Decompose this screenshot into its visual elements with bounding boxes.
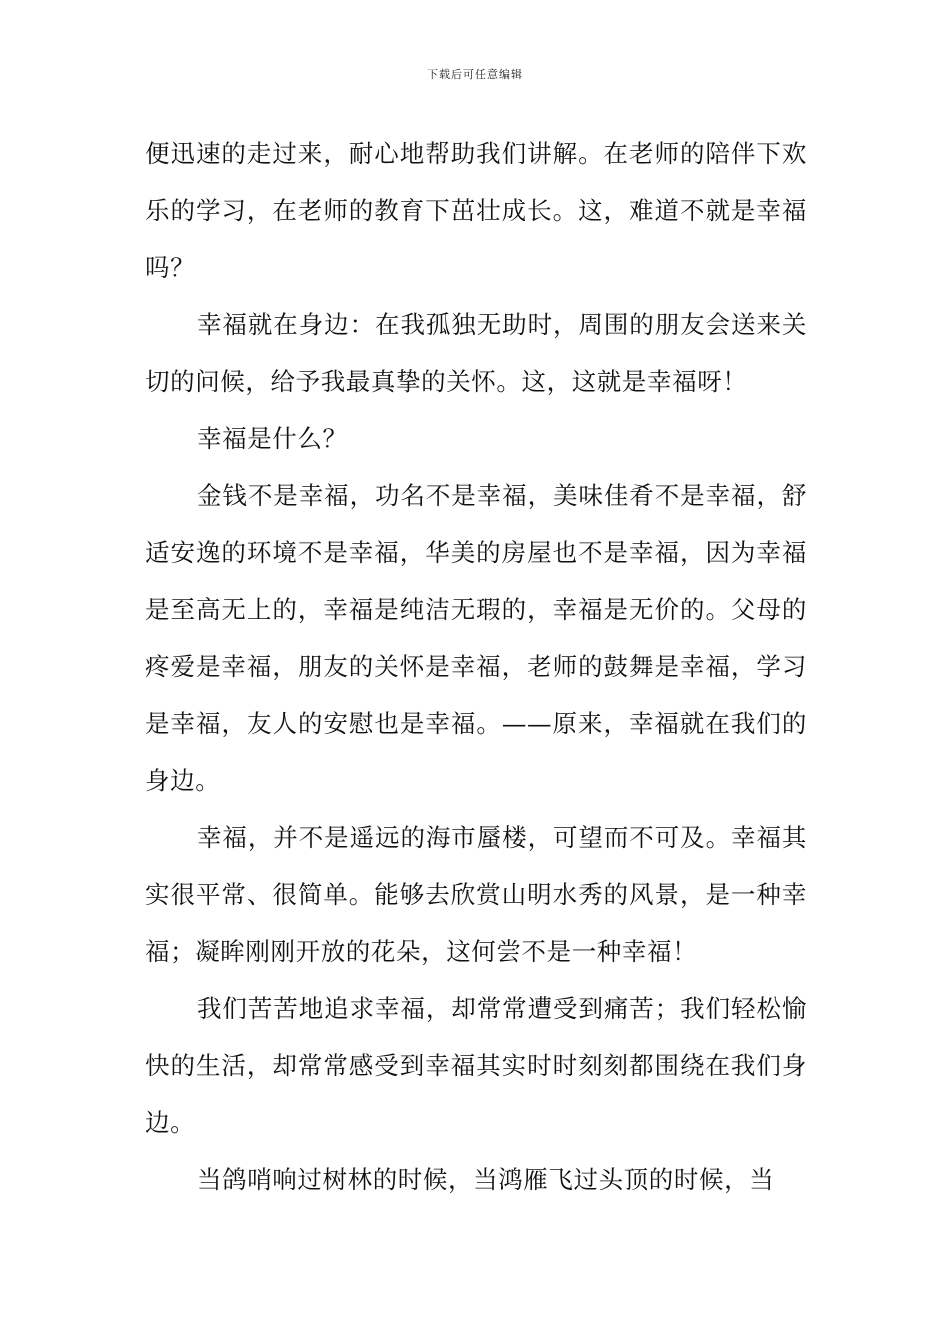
paragraph-5: 幸福，并不是遥远的海市蜃楼，可望而不可及。幸福其实很平常、很简单。能够去欣赏山明水秀的风景，是一种幸福；凝眸刚刚开放的花朵，这何尝不是一种幸福！ — [145, 823, 807, 966]
paragraph-6: 我们苦苦地追求幸福，却常常遭受到痛苦；我们轻松愉快的生活，却常常感受到幸福其实时时刻刻都围绕在我们身边。 — [145, 994, 807, 1137]
document-body — [145, 125, 807, 1208]
page-header: 下载后可任意编辑 — [427, 68, 523, 81]
paragraph-3: 幸福是什么？ — [197, 424, 348, 453]
paragraph-2: 幸福就在身边：在我孤独无助时，周围的朋友会送来关切的问候，给予我最真挚的关怀。这，这就是幸福呀！ — [145, 310, 807, 396]
paragraph-1: 便迅速的走过来，耐心地帮助我们讲解。在老师的陪伴下欢乐的学习，在老师的教育下茁壮成长。这，难道不就是幸福吗？ — [145, 139, 807, 282]
paragraph-4: 金钱不是幸福，功名不是幸福，美味佳肴不是幸福，舒适安逸的环境不是幸福，华美的房屋也不是幸福，因为幸福是至高无上的，幸福是纯洁无瑕的，幸福是无价的。父母的疼爱是幸福，朋友的关怀是幸福，老师的鼓舞是幸福，学习是幸福，友人的安慰也是幸福。——原来，幸福就在我们的身边。 — [145, 481, 807, 795]
paragraph-7: 当鸽哨响过树林的时候，当鸿雁飞过头顶的时候，当 — [197, 1165, 775, 1194]
